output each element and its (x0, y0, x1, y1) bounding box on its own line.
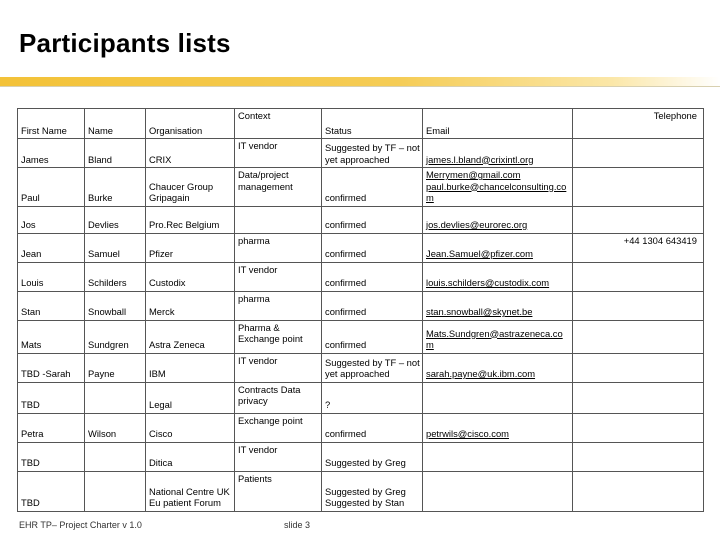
row-context: IT vendor (235, 262, 322, 291)
row-email[interactable]: sarah.payne@uk.ibm.com (423, 353, 573, 382)
row-context: pharma (235, 233, 322, 262)
row-email (423, 442, 573, 471)
row-organisation: National Centre UK Eu patient Forum (146, 471, 235, 511)
table-row (18, 139, 704, 168)
row-name (85, 442, 146, 471)
row-telephone (573, 353, 704, 382)
row-status: Suggested by Greg Suggested by Stan (322, 471, 423, 511)
row-first-name: Stan (18, 291, 85, 320)
row-context: Data/project management (235, 168, 322, 207)
header-email: Email (423, 109, 573, 139)
row-context: Pharma & Exchange point (235, 320, 322, 353)
row-first-name: Petra (18, 413, 85, 442)
row-status: confirmed (322, 413, 423, 442)
row-telephone (573, 139, 704, 168)
header-organisation: Organisation (146, 109, 235, 139)
row-email (423, 471, 573, 511)
row-organisation: Legal (146, 382, 235, 413)
row-first-name: TBD (18, 442, 85, 471)
row-status: ? (322, 382, 423, 413)
row-email (423, 382, 573, 413)
footer-document-name: EHR TP– Project Charter v 1.0 (19, 520, 142, 530)
row-organisation: Cisco (146, 413, 235, 442)
row-email[interactable]: petrwils@cisco.com (423, 413, 573, 442)
row-first-name: James (18, 139, 85, 168)
row-status: Suggested by TF – not yet approached (322, 353, 423, 382)
header-telephone: Telephone (573, 109, 704, 139)
row-email[interactable]: james.l.bland@crixintl.org (423, 139, 573, 168)
participants-table (17, 108, 704, 512)
table-row (18, 320, 704, 353)
row-telephone (573, 442, 704, 471)
row-organisation: CRIX (146, 139, 235, 168)
table-row (18, 353, 704, 382)
header-context: Context (235, 109, 322, 139)
row-telephone (573, 320, 704, 353)
row-organisation: Ditica (146, 442, 235, 471)
row-context: Contracts Data privacy (235, 382, 322, 413)
row-organisation: IBM (146, 353, 235, 382)
row-status: confirmed (322, 262, 423, 291)
row-name: Samuel (85, 233, 146, 262)
row-first-name: Paul (18, 168, 85, 207)
header-first-name: First Name (18, 109, 85, 139)
row-telephone (573, 168, 704, 207)
row-context: IT vendor (235, 353, 322, 382)
table-row (18, 413, 704, 442)
row-organisation: Pfizer (146, 233, 235, 262)
row-organisation: Pro.Rec Belgium (146, 206, 235, 233)
row-organisation: Merck (146, 291, 235, 320)
table-row (18, 442, 704, 471)
table-header-row (18, 109, 704, 139)
row-context: IT vendor (235, 442, 322, 471)
row-context: Patients (235, 471, 322, 511)
row-first-name: Louis (18, 262, 85, 291)
row-telephone (573, 262, 704, 291)
row-first-name: TBD (18, 382, 85, 413)
row-name: Wilson (85, 413, 146, 442)
row-email[interactable]: jos.devlies@eurorec.org (423, 206, 573, 233)
table-row (18, 233, 704, 262)
row-telephone (573, 206, 704, 233)
page-title: Participants lists (19, 28, 231, 58)
row-status: confirmed (322, 233, 423, 262)
title-divider (0, 86, 720, 87)
footer-slide-number: slide 3 (284, 520, 311, 530)
row-name: Devlies (85, 206, 146, 233)
row-first-name: TBD (18, 471, 85, 511)
header-name: Name (85, 109, 146, 139)
row-telephone (573, 413, 704, 442)
row-first-name: Jos (18, 206, 85, 233)
row-telephone (573, 471, 704, 511)
table-row (18, 168, 704, 207)
table-row (18, 291, 704, 320)
row-organisation: Custodix (146, 262, 235, 291)
row-telephone (573, 382, 704, 413)
row-organisation: Astra Zeneca (146, 320, 235, 353)
row-name (85, 382, 146, 413)
row-context: IT vendor (235, 139, 322, 168)
title-accent-bar (0, 77, 720, 86)
row-email[interactable]: Mats.Sundgren@astrazeneca.com (423, 320, 573, 353)
row-name (85, 471, 146, 511)
row-email[interactable]: Jean.Samuel@pfizer.com (423, 233, 573, 262)
row-context (235, 206, 322, 233)
row-status: confirmed (322, 168, 423, 207)
row-telephone (573, 291, 704, 320)
row-name: Sundgren (85, 320, 146, 353)
row-first-name: TBD -Sarah (18, 353, 85, 382)
row-email[interactable]: louis.schilders@custodix.com (423, 262, 573, 291)
table-row (18, 262, 704, 291)
row-name: Burke (85, 168, 146, 207)
header-status: Status (322, 109, 423, 139)
row-name: Bland (85, 139, 146, 168)
row-name: Payne (85, 353, 146, 382)
row-status: Suggested by Greg (322, 442, 423, 471)
row-context: Exchange point (235, 413, 322, 442)
row-first-name: Mats (18, 320, 85, 353)
row-organisation: Chaucer Group Gripagain (146, 168, 235, 207)
table-row (18, 206, 704, 233)
row-status: Suggested by TF – not yet approached (322, 139, 423, 168)
row-email[interactable]: stan.snowball@skynet.be (423, 291, 573, 320)
row-first-name: Jean (18, 233, 85, 262)
row-telephone: +44 1304 643419 (573, 233, 704, 262)
row-name: Snowball (85, 291, 146, 320)
row-status: confirmed (322, 320, 423, 353)
row-context: pharma (235, 291, 322, 320)
row-status: confirmed (322, 206, 423, 233)
table-row (18, 471, 704, 511)
table-row (18, 382, 704, 413)
row-email[interactable]: Merrymen@gmail.com paul.burke@chancelconsulting.com (423, 168, 573, 207)
row-status: confirmed (322, 291, 423, 320)
row-name: Schilders (85, 262, 146, 291)
